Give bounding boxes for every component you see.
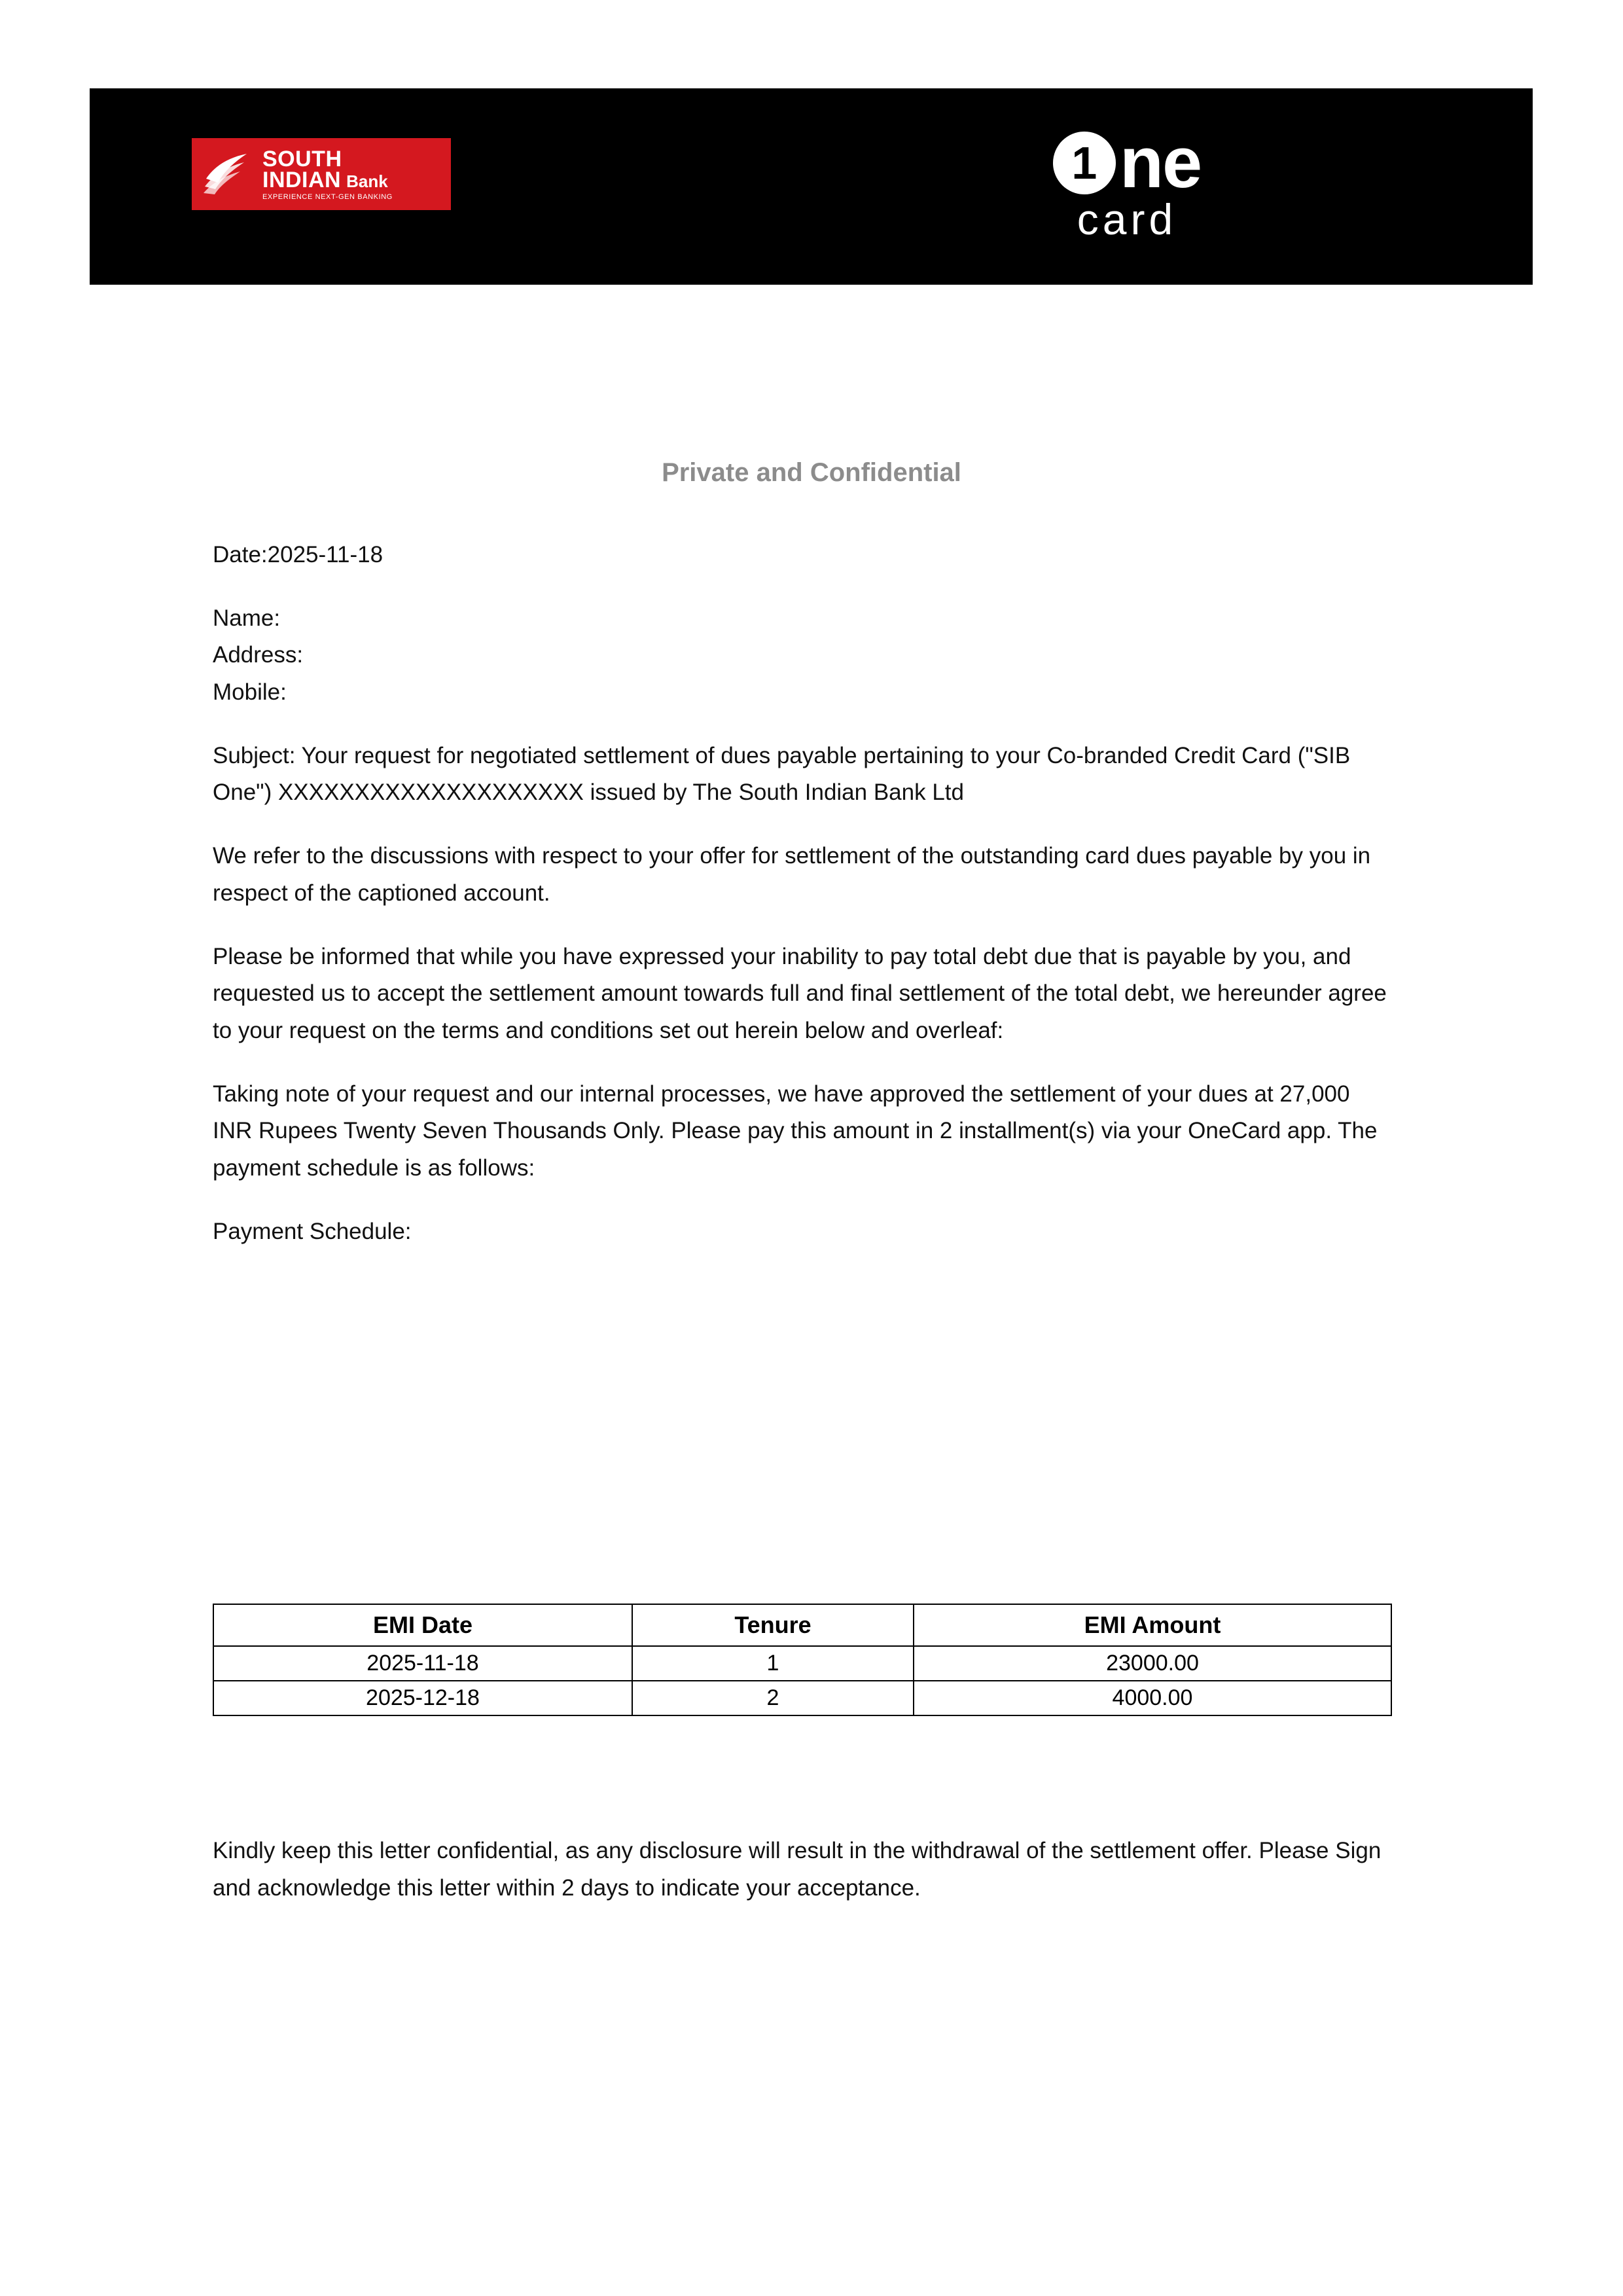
cell-tenure: 2: [632, 1681, 914, 1715]
onecard-digit: 1: [1071, 137, 1097, 188]
bank-tagline: EXPERIENCE NEXT-GEN BANKING: [262, 192, 393, 201]
table-row: [213, 1681, 1391, 1715]
recipient-mobile-label: Mobile:: [213, 679, 287, 706]
payment-schedule-table-wrap: [213, 1604, 1391, 1716]
onecard-wordmark: ne: [1119, 122, 1202, 203]
bank-logo-text: [262, 148, 393, 201]
confidential-heading: Private and Confidential: [662, 458, 961, 487]
closing-section: [213, 1833, 1391, 1933]
cell-emi-date: 2025-12-18: [213, 1681, 632, 1715]
cell-emi-amount: 23000.00: [914, 1646, 1391, 1681]
column-header-tenure: Tenure: [632, 1604, 914, 1646]
table-header-row: [213, 1604, 1391, 1646]
paragraph-closing: Kindly keep this letter confidential, as any disclosure will result in the withdrawal of the settlement offer. Please Sign and acknowledge this letter within 2 days to indicate your acceptance.: [213, 1838, 1382, 1901]
payment-schedule-label: Payment Schedule:: [213, 1218, 412, 1244]
table-row: [213, 1646, 1391, 1681]
cell-emi-amount: 4000.00: [914, 1681, 1391, 1715]
south-indian-bank-logo: [192, 138, 451, 210]
onecard-digit-badge: [1053, 132, 1116, 194]
paragraph-informed: Please be informed that while you have expressed your inability to pay total debt due that is payable by you, and requested us to accept the settlement amount towards full and final settlement of the total debt, we hereunder agree to your request on the terms and conditions set out herein below and overleaf:: [213, 943, 1387, 1043]
column-header-emi-amount: EMI Amount: [914, 1604, 1391, 1646]
bank-mark-icon: [201, 150, 256, 198]
letter-subject: Subject: Your request for negotiated settlement of dues payable pertaining to your Co-branded Credit Card ("SIB One") XXXXXXXXXXXXXXXXXXXX issued by The South Indian Bank Ltd: [213, 742, 1351, 806]
document-header-band: [90, 88, 1533, 285]
paragraph-reference: We refer to the discussions with respect to your offer for settlement of the outstanding card dues payable by you in respect of the captioned account.: [213, 843, 1371, 906]
recipient-block: [213, 600, 1391, 711]
letter-body: [213, 537, 1391, 1250]
recipient-name-label: Name:: [213, 605, 281, 631]
paragraph-approved: Taking note of your request and our internal processes, we have approved the settlement of your dues at 27,000 INR Rupees Twenty Seven Thousands Only. Please pay this amount in 2 installment(s) via your OneCard app. The payment schedule is as follows:: [213, 1081, 1378, 1181]
onecard-subwordmark: card: [1077, 195, 1177, 243]
payment-schedule-table: [213, 1604, 1392, 1716]
cell-tenure: 1: [632, 1646, 914, 1681]
bank-name-line2: INDIAN: [262, 167, 342, 192]
recipient-address-label: Address:: [213, 642, 304, 668]
column-header-emi-date: EMI Date: [213, 1604, 632, 1646]
onecard-logo: [1003, 124, 1251, 249]
letter-date: Date:2025-11-18: [213, 542, 383, 567]
bank-name-suffix: Bank: [346, 171, 388, 191]
cell-emi-date: 2025-11-18: [213, 1646, 632, 1681]
bank-name-line1: SOUTH: [262, 146, 342, 171]
